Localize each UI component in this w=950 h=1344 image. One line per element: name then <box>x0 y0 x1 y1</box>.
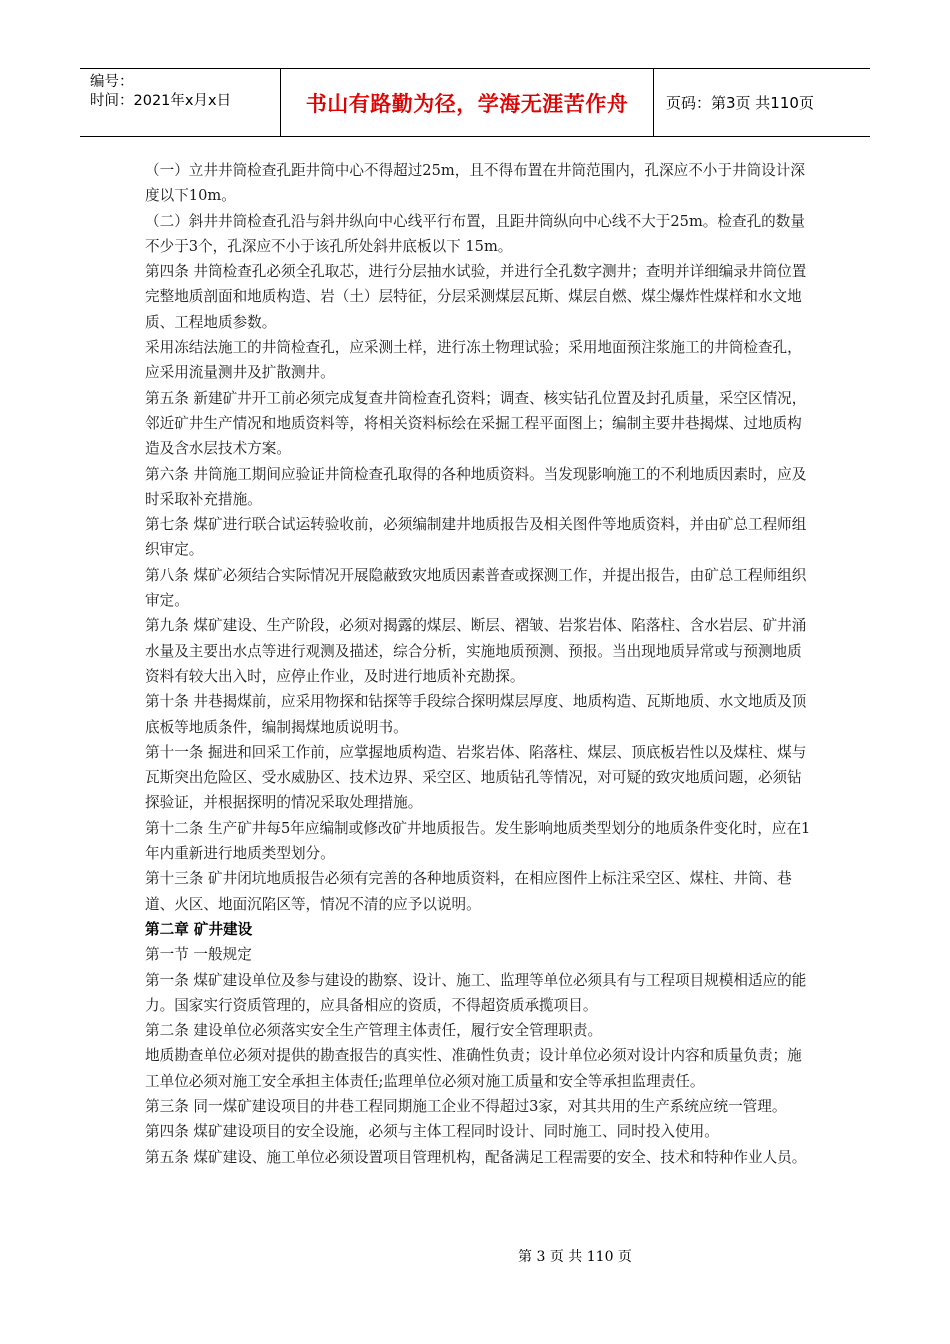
page-header <box>80 68 870 137</box>
document-time-label: 时间：2021年x月x日 <box>90 93 232 109</box>
paragraph: 第十三条 矿井闭坑地质报告必须有完善的各种地质资料，在相应图件上标注采空区、煤柱、井筒、巷道、火区、地面沉陷区等，情况不清的应予以说明。 <box>145 870 792 913</box>
document-number-label: 编号： <box>90 74 134 90</box>
paragraph: 第十二条 生产矿井每5年应编制或修改矿井地质报告。发生影响地质类型划分的地质条件变化时，应在1年内重新进行地质类型划分。 <box>145 819 811 863</box>
paragraph: 第七条 煤矿进行联合试运转验收前，必须编制建井地质报告及相关图件等地质资料，并由矿总工程师组织审定。 <box>145 516 807 559</box>
header-page-info: 页码：第3页 共110页 <box>666 94 814 112</box>
paragraph: 第六条 井筒施工期间应验证井筒检查孔取得的各种地质资料。当发现影响施工的不利地质因素时，应及时采取补充措施。 <box>145 465 807 508</box>
paragraph: 第十条 井巷揭煤前，应采用物探和钻探等手段综合探明煤层厚度、地质构造、瓦斯地质、水文地质及顶底板等地质条件，编制揭煤地质说明书。 <box>145 693 807 736</box>
header-motto: 书山有路勤为径，学海无涯苦作舟 <box>280 69 654 136</box>
paragraph: 采用冻结法施工的井筒检查孔，应采测土样，进行冻土物理试验；采用地面预注浆施工的井筒检查孔，应采用流量测井及扩散测井。 <box>145 339 802 382</box>
paragraph: 第十一条 掘进和回采工作前，应掌握地质构造、岩浆岩体、陷落柱、煤层、顶底板岩性以及煤柱、煤与瓦斯突出危险区、受水威胁区、技术边界、采空区、地质钻孔等情况，对可疑的致灾地质问题，必须钻探验证，并根据探明的情况采取处理措施。 <box>145 743 807 812</box>
paragraph: （一）立井井筒检查孔距井筒中心不得超过25m，且不得布置在井筒范围内，孔深应不小于井筒设计深度以下10m。 <box>145 162 805 205</box>
header-meta <box>80 69 280 136</box>
paragraph: 第四条 井筒检查孔必须全孔取芯，进行分层抽水试验，并进行全孔数字测井；查明并详细编录井筒位置完整地质剖面和地质构造、岩（土）层特征，分层采测煤层瓦斯、煤层自燃、煤尘爆炸性煤样和水文地质、工程地质参数。 <box>145 263 807 331</box>
document-body <box>145 158 815 1170</box>
paragraph: 第五条 新建矿井开工前必须完成复查井筒检查孔资料；调查、核实钻孔位置及封孔质量，采空区情况，邻近矿井生产情况和地质资料等，将相关资料标绘在采掘工程平面图上；编制主要井巷揭煤、过地质构造及含水层技术方案。 <box>145 389 807 458</box>
paragraph: 第五条 煤矿建设、施工单位必须设置项目管理机构，配备满足工程需要的安全、技术和特种作业人员。 <box>145 1148 807 1166</box>
page-footer: 第 3 页 共 110 页 <box>518 1249 632 1265</box>
paragraph: 第八条 煤矿必须结合实际情况开展隐蔽致灾地质因素普查或探测工作，并提出报告，由矿总工程师组织审定。 <box>145 566 807 610</box>
paragraph: 第九条 煤矿建设、生产阶段，必须对揭露的煤层、断层、褶皱、岩浆岩体、陷落柱、含水岩层、矿井涌水量及主要出水点等进行观测及描述，综合分析，实施地质预测、预报。当出现地质异常或与预测地质资料有较大出入时，应停止作业，及时进行地质补充勘探。 <box>145 617 807 685</box>
paragraph: 第二条 建设单位必须落实安全生产管理主体责任，履行安全管理职责。 <box>145 1022 603 1040</box>
paragraph: 第一节 一般规定 <box>145 946 252 964</box>
chapter-heading: 第二章 矿井建设 <box>145 920 253 938</box>
paragraph: 地质勘查单位必须对提供的勘查报告的真实性、准确性负责；设计单位必须对设计内容和质量负责；施工单位必须对施工安全承担主体责任;监理单位必须对施工质量和安全等承担监理责任。 <box>145 1047 802 1090</box>
paragraph: 第三条 同一煤矿建设项目的井巷工程同期施工企业不得超过3家，对其共用的生产系统应统一管理。 <box>145 1097 787 1115</box>
paragraph: 第四条 煤矿建设项目的安全设施，必须与主体工程同时设计、同时施工、同时投入使用。 <box>145 1123 719 1141</box>
paragraph: 第一条 煤矿建设单位及参与建设的勘察、设计、施工、监理等单位必须具有与工程项目规模相适应的能力。国家实行资质管理的，应具备相应的资质，不得超资质承揽项目。 <box>145 971 807 1014</box>
paragraph: （二）斜井井筒检查孔沿与斜井纵向中心线平行布置，且距井筒纵向中心线不大于25m。检查孔的数量不少于3个，孔深应不小于该孔所处斜井底板以下 15m。 <box>145 212 805 255</box>
